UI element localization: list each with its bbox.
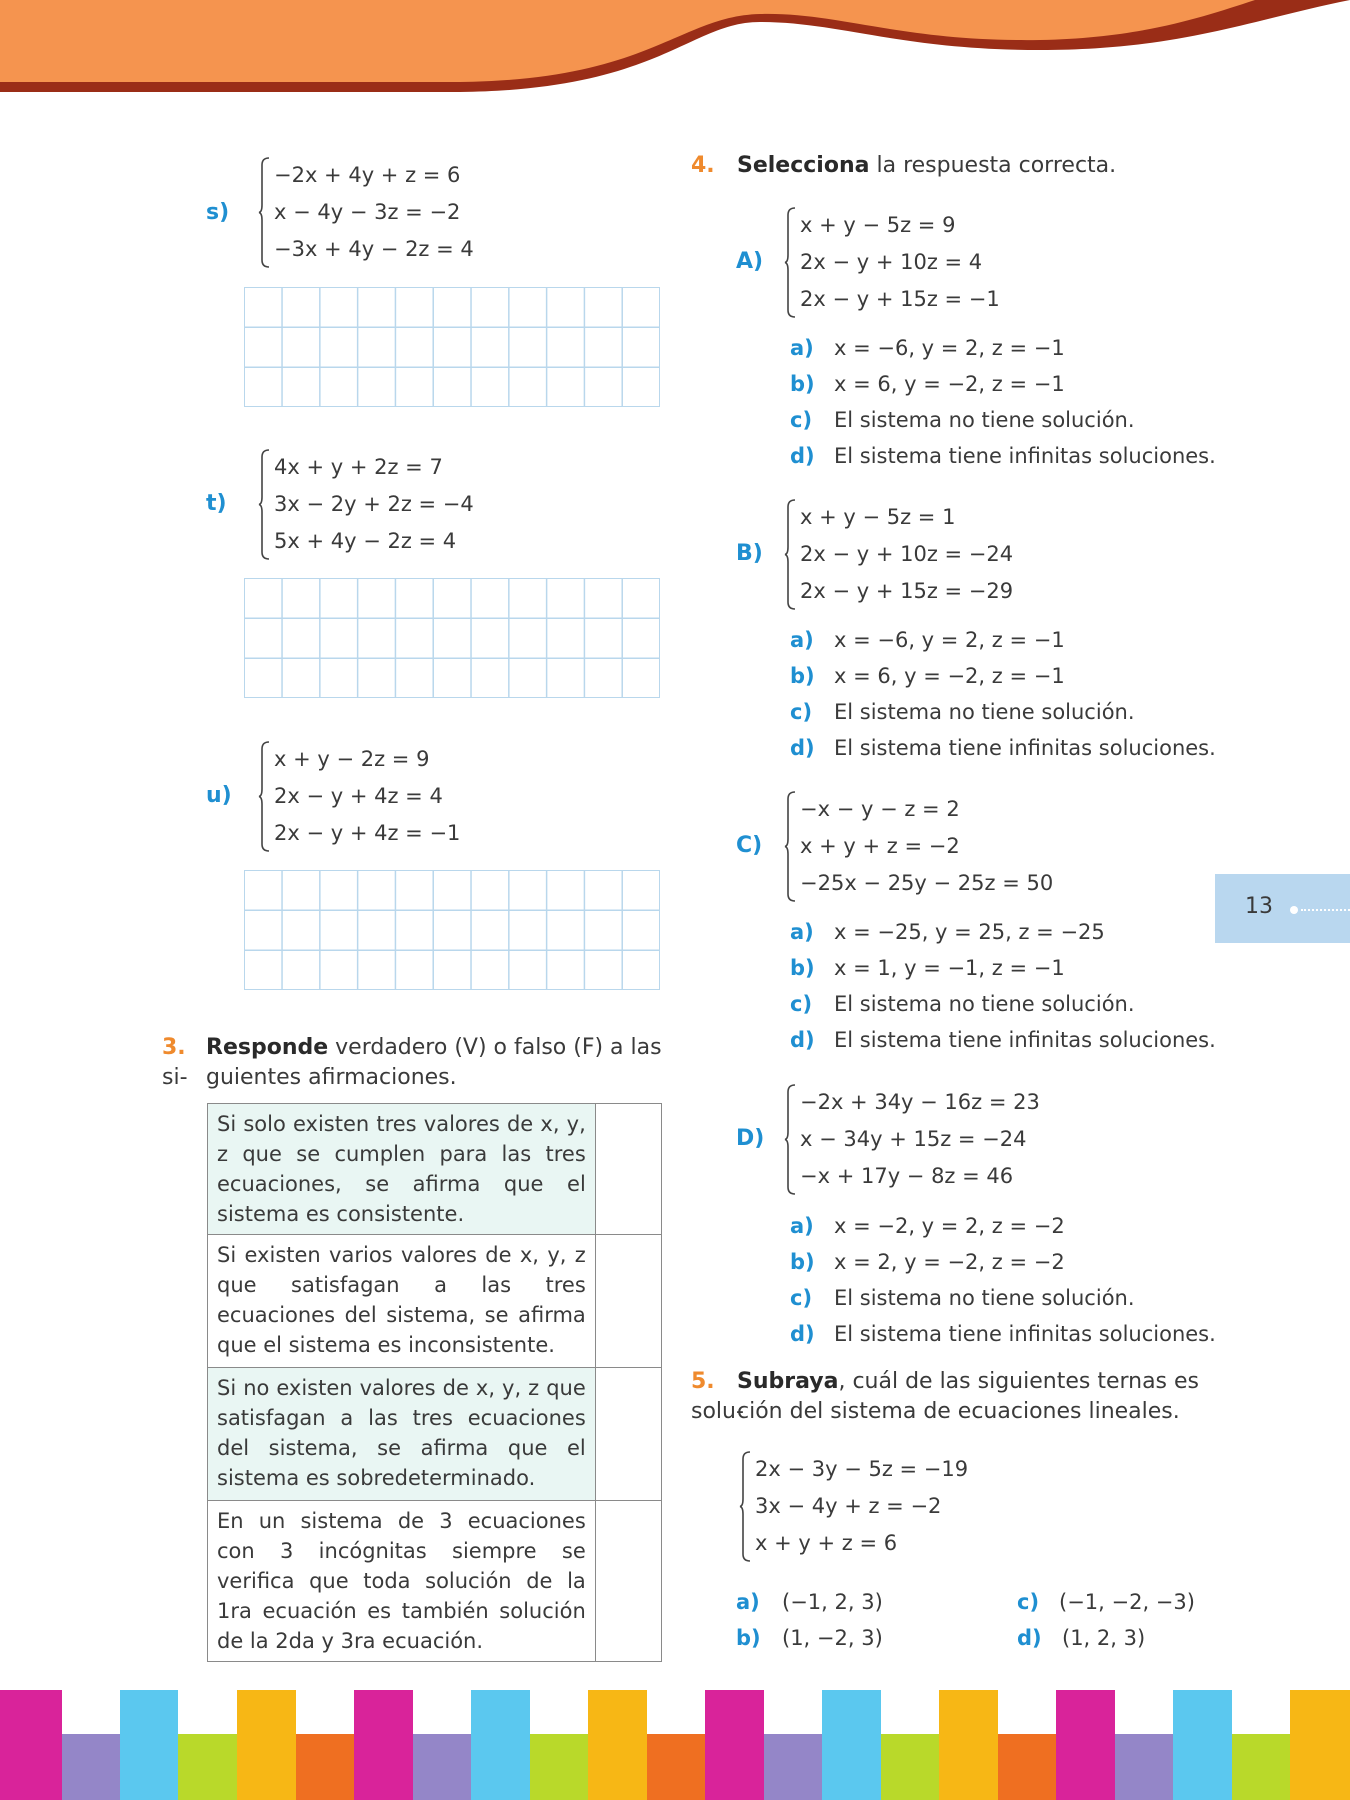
option-d[interactable] — [1017, 1620, 1145, 1656]
answer-cell[interactable] — [595, 1368, 661, 1501]
item-label: B) — [736, 541, 763, 566]
option-text: x = −6, y = 2, z = −1 — [834, 628, 1065, 652]
item-label: C) — [736, 833, 763, 858]
equation: x + y − 5z = 1 — [800, 505, 956, 529]
equation: 2x − y + 15z = −29 — [800, 579, 1014, 603]
option-d[interactable] — [790, 1022, 1216, 1058]
option-text: x = 6, y = −2, z = −1 — [834, 664, 1065, 688]
equation-system — [258, 449, 474, 560]
brace-icon — [258, 157, 270, 268]
option-text: El sistema tiene infinitas soluciones. — [834, 1028, 1216, 1052]
equation: 3x − 4y + z = −2 — [755, 1494, 942, 1518]
equation: 2x − y + 15z = −1 — [800, 287, 1000, 311]
equation: 5x + 4y − 2z = 4 — [274, 529, 457, 553]
statement: Si no existen valores de x, y, z que satisfagan a las tres ecuaciones del sistema, se afirma que el sistema es sobredeterminado. — [208, 1368, 596, 1501]
instruction-text-line2: ción del sistema de ecuaciones lineales. — [737, 1399, 1180, 1424]
option-letter: c) — [790, 408, 813, 432]
option-letter: b) — [790, 1250, 815, 1274]
system-label: s) — [206, 200, 230, 225]
option-a[interactable] — [790, 622, 1065, 658]
brace-icon — [784, 207, 796, 318]
header-banner — [0, 0, 1350, 100]
equation-system — [784, 1084, 1040, 1195]
answer-cell[interactable] — [595, 1501, 661, 1662]
equation: 2x − y + 4z = −1 — [274, 821, 461, 845]
equation: 3x − 2y + 2z = −4 — [274, 492, 474, 516]
answer-grid[interactable] — [244, 870, 660, 990]
equation: 2x − y + 10z = 4 — [800, 250, 983, 274]
option-letter: c) — [1017, 1590, 1040, 1614]
system-label: t) — [206, 491, 227, 516]
dot-icon — [1290, 906, 1298, 914]
option-letter: a) — [736, 1590, 760, 1614]
exercise-number: 3. — [162, 1035, 186, 1060]
option-letter: a) — [790, 336, 814, 360]
option-text: x = 1, y = −1, z = −1 — [834, 956, 1065, 980]
option-text: El sistema no tiene solución. — [834, 992, 1135, 1016]
option-a[interactable] — [790, 1208, 1065, 1244]
option-letter: b) — [790, 372, 815, 396]
equation: −3x + 4y − 2z = 4 — [274, 237, 474, 261]
equation: x + y − 2z = 9 — [274, 747, 430, 771]
equation: x + y + z = −2 — [800, 834, 960, 858]
option-letter: d) — [790, 1028, 815, 1052]
option-letter: c) — [790, 700, 813, 724]
table-row — [208, 1501, 662, 1662]
option-letter: a) — [790, 1214, 814, 1238]
statement: Si solo existen tres valores de x, y, z que se cumplen para las tres ecuaciones, se afirma que el sistema es consistente. — [208, 1104, 596, 1235]
footer-stripes — [0, 1690, 1350, 1800]
equation: −2x + 4y + z = 6 — [274, 163, 461, 187]
option-text: x = −6, y = 2, z = −1 — [834, 336, 1065, 360]
equation: −x − y − z = 2 — [800, 797, 960, 821]
brace-icon — [258, 449, 270, 560]
option-c[interactable] — [790, 694, 1135, 730]
item-label: A) — [736, 249, 764, 274]
instruction-text: , cuál de las siguientes ternas es solu- — [691, 1369, 1200, 1424]
equation: 4x + y + 2z = 7 — [274, 455, 443, 479]
equation: −25x − 25y − 25z = 50 — [800, 871, 1054, 895]
option-b[interactable] — [736, 1620, 883, 1656]
option-a[interactable] — [736, 1584, 883, 1620]
exercise-number: 5. — [691, 1369, 715, 1394]
option-text: (1, 2, 3) — [1062, 1626, 1146, 1650]
instruction-text-line2: guientes afirmaciones. — [206, 1065, 457, 1090]
option-text: El sistema tiene infinitas soluciones. — [834, 444, 1216, 468]
option-b[interactable] — [790, 950, 1065, 986]
table-row — [208, 1235, 662, 1368]
equation-system — [258, 741, 460, 852]
option-text: (−1, −2, −3) — [1059, 1590, 1195, 1614]
option-c[interactable] — [790, 402, 1135, 438]
equation: 2x − y + 10z = −24 — [800, 542, 1014, 566]
brace-icon — [739, 1451, 751, 1562]
table-row — [208, 1368, 662, 1501]
option-d[interactable] — [790, 438, 1216, 474]
option-d[interactable] — [790, 1316, 1216, 1352]
instruction-text: la respuesta correcta. — [869, 153, 1117, 178]
option-text: (1, −2, 3) — [782, 1626, 883, 1650]
answer-grid[interactable] — [244, 287, 660, 407]
option-b[interactable] — [790, 366, 1065, 402]
brace-icon — [784, 1084, 796, 1195]
option-text: (−1, 2, 3) — [782, 1590, 883, 1614]
page-number: 13 — [1245, 894, 1273, 919]
brace-icon — [784, 499, 796, 610]
option-letter: b) — [790, 956, 815, 980]
equation: x + y − 5z = 9 — [800, 213, 956, 237]
instruction-verb: Responde — [206, 1035, 329, 1060]
dotted-line — [1301, 909, 1350, 911]
equation-system — [739, 1451, 968, 1562]
option-c[interactable] — [790, 1280, 1135, 1316]
equation: −x + 17y − 8z = 46 — [800, 1164, 1014, 1188]
equation-system — [784, 791, 1053, 902]
exercise-number: 4. — [691, 153, 715, 178]
instruction-text: verdadero (V) o falso (F) a las si- — [162, 1035, 662, 1090]
option-c[interactable] — [1017, 1584, 1195, 1620]
equation: −2x + 34y − 16z = 23 — [800, 1090, 1040, 1114]
option-letter: d) — [1017, 1626, 1042, 1650]
option-letter: d) — [790, 1322, 815, 1346]
answer-cell[interactable] — [595, 1235, 661, 1368]
equation: x − 34y + 15z = −24 — [800, 1127, 1027, 1151]
system-label: u) — [206, 783, 232, 808]
option-text: El sistema no tiene solución. — [834, 1286, 1135, 1310]
option-letter: a) — [790, 628, 814, 652]
option-letter: c) — [790, 1286, 813, 1310]
option-text: x = −25, y = 25, z = −25 — [834, 920, 1105, 944]
equation-system — [784, 207, 1000, 318]
option-b[interactable] — [790, 658, 1065, 694]
option-d[interactable] — [790, 730, 1216, 766]
equation: 2x − 3y − 5z = −19 — [755, 1457, 969, 1481]
brace-icon — [258, 741, 270, 852]
option-letter: d) — [790, 736, 815, 760]
option-letter: a) — [790, 920, 814, 944]
option-a[interactable] — [790, 330, 1065, 366]
statement: En un sistema de 3 ecuaciones con 3 incógnitas siempre se verifica que toda solución de la 1ra ecuación es también solución de la 2da y 3ra ecuación. — [208, 1501, 596, 1662]
option-letter: d) — [790, 444, 815, 468]
statement: Si existen varios valores de x, y, z que satisfagan a las tres ecuaciones del sistema, se afirma que el sistema es inconsistente. — [208, 1235, 596, 1368]
option-c[interactable] — [790, 986, 1135, 1022]
equation: 2x − y + 4z = 4 — [274, 784, 443, 808]
item-label: D) — [736, 1126, 765, 1151]
option-text: x = 2, y = −2, z = −2 — [834, 1250, 1065, 1274]
exercise-heading — [691, 151, 1116, 181]
option-b[interactable] — [790, 1244, 1065, 1280]
table-row — [208, 1104, 662, 1235]
option-text: x = 6, y = −2, z = −1 — [834, 372, 1065, 396]
option-letter: b) — [790, 664, 815, 688]
option-text: El sistema tiene infinitas soluciones. — [834, 736, 1216, 760]
option-text: El sistema no tiene solución. — [834, 700, 1135, 724]
option-text: El sistema tiene infinitas soluciones. — [834, 1322, 1216, 1346]
instruction-verb: Subraya — [737, 1369, 839, 1394]
page-number-tab — [1215, 874, 1350, 943]
answer-grid[interactable] — [244, 578, 660, 698]
equation: x + y + z = 6 — [755, 1531, 898, 1555]
equation: x − 4y − 3z = −2 — [274, 200, 461, 224]
option-text: x = −2, y = 2, z = −2 — [834, 1214, 1065, 1238]
true-false-table — [207, 1103, 662, 1662]
equation-system — [258, 157, 474, 268]
option-text: El sistema no tiene solución. — [834, 408, 1135, 432]
option-a[interactable] — [790, 914, 1105, 950]
option-letter: c) — [790, 992, 813, 1016]
brace-icon — [784, 791, 796, 902]
option-letter: b) — [736, 1626, 761, 1650]
instruction-verb: Selecciona — [737, 153, 870, 178]
answer-cell[interactable] — [595, 1104, 661, 1235]
equation-system — [784, 499, 1013, 610]
